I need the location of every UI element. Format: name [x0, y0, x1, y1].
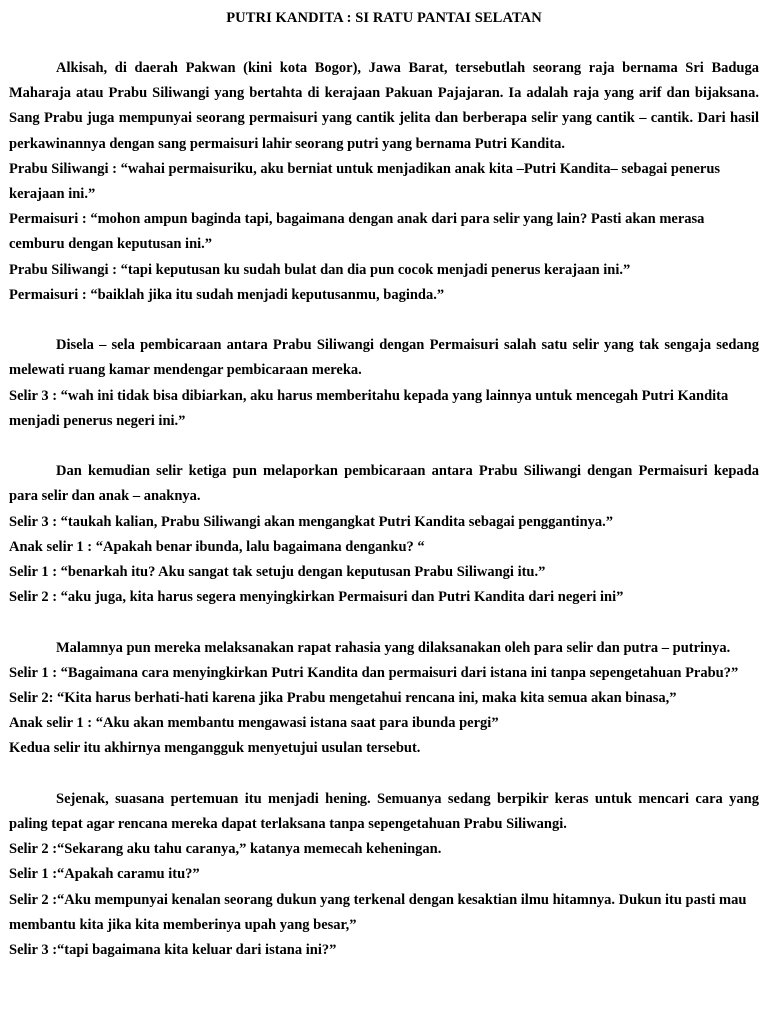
narrative-paragraph: Disela – sela pembicaraan antara Prabu Siliwangi dengan Permaisuri salah satu selir yang tak sengaja sedang melewati ruang kamar mendengar pembicaraan mereka.: [9, 337, 759, 379]
dialogue-line: Selir 2 :“Sekarang aku tahu caranya,” katanya memecah keheningan.: [9, 841, 442, 858]
dialogue-line: Selir 3 : “taukah kalian, Prabu Siliwangi akan mengangkat Putri Kandita sebagai penggantinya.”: [9, 513, 614, 530]
dialogue-line: Selir 1 : “benarkah itu? Aku sangat tak setuju dengan keputusan Prabu Siliwangi itu.”: [9, 564, 546, 581]
dialogue-line: Permaisuri : “mohon ampun baginda tapi, bagaimana dengan anak dari para selir yang lain? Pasti akan merasa cemburu dengan keputusan ini.”: [9, 211, 705, 253]
narrative-paragraph: Dan kemudian selir ketiga pun melaporkan pembicaraan antara Prabu Siliwangi dengan Permaisuri kepada para selir dan anak – anaknya.: [9, 463, 759, 505]
dialogue-line: Selir 3 :“tapi bagaimana kita keluar dari istana ini?”: [9, 942, 337, 959]
narrative-paragraph: Malamnya pun mereka melaksanakan rapat rahasia yang dilaksanakan oleh para selir dan putra – putrinya.: [56, 639, 731, 656]
dialogue-line: Prabu Siliwangi : “tapi keputusan ku sudah bulat dan dia pun cocok menjadi penerus kerajaan ini.”: [9, 261, 631, 278]
dialogue-line: Selir 3 : “wah ini tidak bisa dibiarkan, aku harus memberitahu kepada yang lainnya untuk mencegah Putri Kandita menjadi penerus negeri ini.”: [9, 387, 729, 429]
paragraph-gap: [9, 610, 759, 635]
narrative-paragraph: Alkisah, di daerah Pakwan (kini kota Bogor), Jawa Barat, tersebutlah seorang raja bernama Sri Baduga Maharaja atau Prabu Siliwangi yang bertahta di kerajaan Pakuan Pajajaran. Ia adalah raja yang arif dan bijaksana. Sang Prabu juga mempunyai seorang permaisuri yang cantik jelita dan berberapa selir yang cantik – cantik. Dari hasil perkawinannya dengan sang permaisuri lahir seorang putri yang bernama Putri Kandita.: [9, 60, 759, 152]
narrative-paragraph: Sejenak, suasana pertemuan itu menjadi hening. Semuanya sedang berpikir keras untuk mencari cara yang paling tepat agar rencana mereka dapat terlaksana tanpa sepengetahuan Prabu Siliwangi.: [9, 790, 759, 833]
document-body: [9, 56, 759, 963]
dialogue-line: Permaisuri : “baiklah jika itu sudah menjadi keputusanmu, baginda.”: [9, 286, 445, 303]
dialogue-line: Anak selir 1 : “Aku akan membantu mengawasi istana saat para ibunda pergi”: [9, 715, 499, 732]
paragraph-gap: [9, 762, 759, 787]
dialogue-line: Selir 1 :“Apakah caramu itu?”: [9, 866, 200, 883]
dialogue-line: Selir 1 : “Bagaimana cara menyingkirkan Putri Kandita dan permaisuri dari istana ini tanpa sepengetahuan Prabu?”: [9, 664, 739, 681]
dialogue-line: Selir 2: “Kita harus berhati-hati karena jika Prabu mengetahui rencana ini, maka kita semua akan binasa,”: [9, 690, 677, 707]
dialogue-line: Anak selir 1 : “Apakah benar ibunda, lalu bagaimana denganku? “: [9, 538, 425, 555]
document-title: PUTRI KANDITA : SI RATU PANTAI SELATAN: [226, 10, 542, 26]
dialogue-line: Selir 2 :“Aku mempunyai kenalan seorang dukun yang terkenal dengan kesaktian ilmu hitamnya. Dukun itu pasti mau membantu kita jika kita memberinya upah yang besar,”: [9, 891, 747, 933]
paragraph-gap: [9, 434, 759, 459]
dialogue-line: Selir 2 : “aku juga, kita harus segera menyingkirkan Permaisuri dan Putri Kandita dari negeri ini”: [9, 589, 624, 606]
narration-line: Kedua selir itu akhirnya mengangguk menyetujui usulan tersebut.: [9, 740, 421, 757]
dialogue-line: Prabu Siliwangi : “wahai permaisuriku, aku berniat untuk menjadikan anak kita –Putri Kandita– sebagai penerus kerajaan ini.”: [9, 160, 721, 203]
paragraph-gap: [9, 308, 759, 333]
